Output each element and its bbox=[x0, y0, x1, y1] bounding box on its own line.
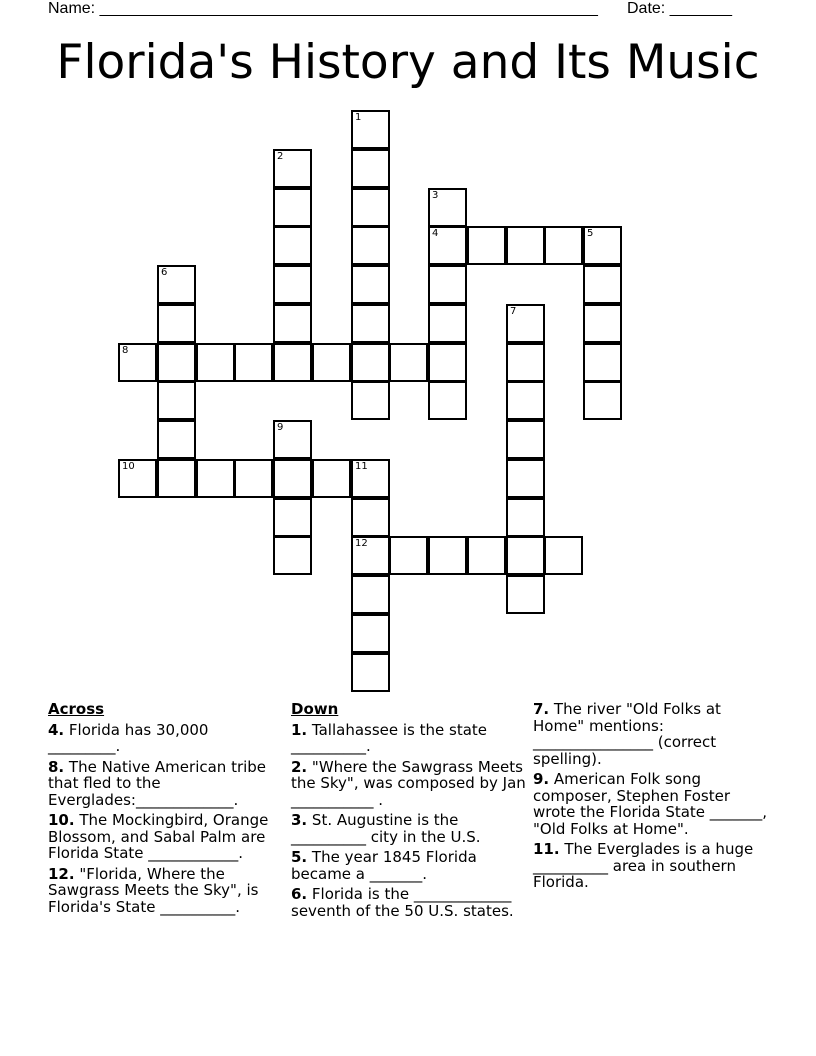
clue-number: 7. bbox=[533, 700, 550, 718]
name-label: Name: ________________________________________________________ bbox=[48, 0, 598, 17]
crossword-cell[interactable] bbox=[351, 265, 390, 304]
crossword-cell[interactable] bbox=[351, 343, 390, 382]
crossword-cell[interactable] bbox=[234, 459, 273, 498]
crossword-cell[interactable] bbox=[351, 498, 390, 537]
crossword-cell[interactable] bbox=[157, 381, 196, 420]
crossword-cell[interactable] bbox=[273, 226, 312, 265]
crossword-cell[interactable] bbox=[428, 304, 467, 343]
clue-across-4 bbox=[48, 722, 278, 755]
crossword-cell[interactable] bbox=[157, 420, 196, 459]
clue-number: 9. bbox=[533, 770, 550, 788]
crossword-cell[interactable] bbox=[506, 575, 545, 614]
crossword-cell[interactable] bbox=[273, 498, 312, 537]
clue-number: 8. bbox=[48, 757, 65, 776]
crossword-cell[interactable] bbox=[506, 420, 545, 459]
clue-number: 3. bbox=[291, 811, 308, 829]
clue-down-2 bbox=[291, 759, 526, 809]
crossword-cell[interactable] bbox=[351, 110, 390, 149]
crossword-cell[interactable] bbox=[583, 304, 622, 343]
crossword-cell[interactable] bbox=[157, 304, 196, 343]
crossword-cell[interactable] bbox=[273, 188, 312, 227]
page-title: Florida's History and Its Music bbox=[56, 35, 760, 90]
crossword-cell[interactable] bbox=[506, 381, 545, 420]
clue-down-11 bbox=[533, 841, 773, 891]
clue-text: St. Augustine is the __________ city in the U.S. bbox=[291, 811, 481, 846]
cell-number: 9 bbox=[277, 422, 284, 433]
cell-number: 8 bbox=[122, 345, 129, 356]
crossword-cell[interactable] bbox=[157, 459, 196, 498]
cell-number: 6 bbox=[161, 267, 168, 278]
crossword-cell[interactable] bbox=[506, 304, 545, 343]
crossword-cell[interactable] bbox=[351, 459, 390, 498]
crossword-cell[interactable] bbox=[351, 149, 390, 188]
date-label: Date: _______ bbox=[627, 0, 732, 17]
crossword-cell[interactable] bbox=[273, 304, 312, 343]
cell-number: 2 bbox=[277, 151, 284, 162]
crossword-cell[interactable] bbox=[428, 265, 467, 304]
clue-text: The Native American tribe that fled to the Everglades:_____________. bbox=[48, 757, 267, 809]
clue-across-10 bbox=[48, 812, 278, 862]
crossword-cell[interactable] bbox=[428, 343, 467, 382]
crossword-cell[interactable] bbox=[273, 536, 312, 575]
clue-text: The Mockingbird, Orange Blossom, and Sabal Palm are Florida State ____________. bbox=[48, 811, 269, 862]
clue-number: 6. bbox=[291, 885, 308, 903]
crossword-cell[interactable] bbox=[583, 343, 622, 382]
crossword-cell[interactable] bbox=[583, 226, 622, 265]
down-heading: Down bbox=[291, 700, 339, 718]
clue-down-1 bbox=[291, 722, 526, 755]
clue-down-6 bbox=[291, 886, 526, 919]
clue-text: Florida is the _____________ seventh of the 50 U.S. states. bbox=[291, 885, 514, 920]
clue-text: The Everglades is a huge __________ area in southern Florida. bbox=[533, 840, 754, 891]
crossword-cell[interactable] bbox=[583, 265, 622, 304]
crossword-cell[interactable] bbox=[273, 265, 312, 304]
clue-text: Tallahassee is the state __________. bbox=[291, 720, 488, 755]
across-clues bbox=[48, 701, 278, 919]
crossword-cell[interactable] bbox=[351, 188, 390, 227]
crossword-cell[interactable] bbox=[506, 536, 545, 575]
down-clues-continued bbox=[533, 701, 773, 895]
clue-text: Florida has 30,000 _________. bbox=[48, 720, 209, 755]
clue-number: 10. bbox=[48, 811, 75, 829]
cell-number: 7 bbox=[510, 306, 517, 317]
crossword-cell[interactable] bbox=[351, 575, 390, 614]
crossword-cell[interactable] bbox=[506, 498, 545, 537]
cell-number: 1 bbox=[355, 112, 362, 123]
crossword-cell[interactable] bbox=[312, 459, 351, 498]
clue-down-7 bbox=[533, 701, 773, 767]
crossword-cell[interactable] bbox=[428, 188, 467, 227]
clue-down-5 bbox=[291, 849, 526, 882]
crossword-cell[interactable] bbox=[273, 343, 312, 382]
down-clues bbox=[291, 701, 526, 923]
crossword-cell[interactable] bbox=[351, 304, 390, 343]
crossword-cell[interactable] bbox=[234, 343, 273, 382]
crossword-cell[interactable] bbox=[351, 536, 390, 575]
crossword-cell[interactable] bbox=[467, 226, 506, 265]
cell-number: 5 bbox=[587, 228, 594, 239]
crossword-cell[interactable] bbox=[544, 536, 583, 575]
clue-text: "Where the Sawgrass Meets the Sky", was composed by Jan ___________ . bbox=[291, 757, 526, 809]
crossword-cell[interactable] bbox=[273, 420, 312, 459]
crossword-cell[interactable] bbox=[389, 536, 428, 575]
clue-number: 11. bbox=[533, 840, 560, 858]
clue-number: 5. bbox=[291, 848, 308, 866]
cell-number: 12 bbox=[355, 538, 368, 549]
crossword-cell[interactable] bbox=[428, 381, 467, 420]
clue-down-9 bbox=[533, 771, 773, 837]
crossword-cell[interactable] bbox=[157, 343, 196, 382]
crossword-cell[interactable] bbox=[351, 226, 390, 265]
cell-number: 10 bbox=[122, 461, 135, 472]
crossword-cell[interactable] bbox=[351, 653, 390, 692]
crossword-cell[interactable] bbox=[583, 381, 622, 420]
crossword-cell[interactable] bbox=[273, 149, 312, 188]
crossword-cell[interactable] bbox=[196, 343, 235, 382]
clue-number: 1. bbox=[291, 720, 308, 739]
crossword-cell[interactable] bbox=[428, 536, 467, 575]
crossword-cell[interactable] bbox=[506, 459, 545, 498]
crossword-cell[interactable] bbox=[273, 459, 312, 498]
crossword-cell[interactable] bbox=[467, 536, 506, 575]
clue-number: 4. bbox=[48, 720, 65, 739]
clue-number: 2. bbox=[291, 757, 308, 776]
clue-text: American Folk song composer, Stephen Foster wrote the Florida State _______, "Old Folks at Home". bbox=[533, 770, 768, 838]
crossword-cell[interactable] bbox=[118, 459, 157, 498]
crossword-cell[interactable] bbox=[428, 226, 467, 265]
clue-across-12 bbox=[48, 866, 278, 916]
clue-number: 12. bbox=[48, 864, 75, 883]
crossword-cell[interactable] bbox=[389, 343, 428, 382]
clue-text: The year 1845 Florida became a _______. bbox=[291, 848, 477, 883]
across-heading: Across bbox=[48, 700, 105, 718]
crossword-cell[interactable] bbox=[506, 226, 545, 265]
crossword-cell[interactable] bbox=[544, 226, 583, 265]
clue-down-3 bbox=[291, 812, 526, 845]
cell-number: 11 bbox=[355, 461, 368, 472]
crossword-cell[interactable] bbox=[157, 265, 196, 304]
clue-across-8 bbox=[48, 759, 278, 809]
crossword-cell[interactable] bbox=[351, 614, 390, 653]
clue-text: The river "Old Folks at Home" mentions: ________________ (correct spelling). bbox=[533, 700, 721, 768]
crossword-cell[interactable] bbox=[312, 343, 351, 382]
cell-number: 3 bbox=[432, 190, 439, 201]
cell-number: 4 bbox=[432, 228, 439, 239]
crossword-cell[interactable] bbox=[118, 343, 157, 382]
crossword-cell[interactable] bbox=[196, 459, 235, 498]
crossword-cell[interactable] bbox=[506, 343, 545, 382]
crossword-cell[interactable] bbox=[351, 381, 390, 420]
clue-text: "Florida, Where the Sawgrass Meets the Sky", is Florida's State __________. bbox=[48, 864, 259, 916]
